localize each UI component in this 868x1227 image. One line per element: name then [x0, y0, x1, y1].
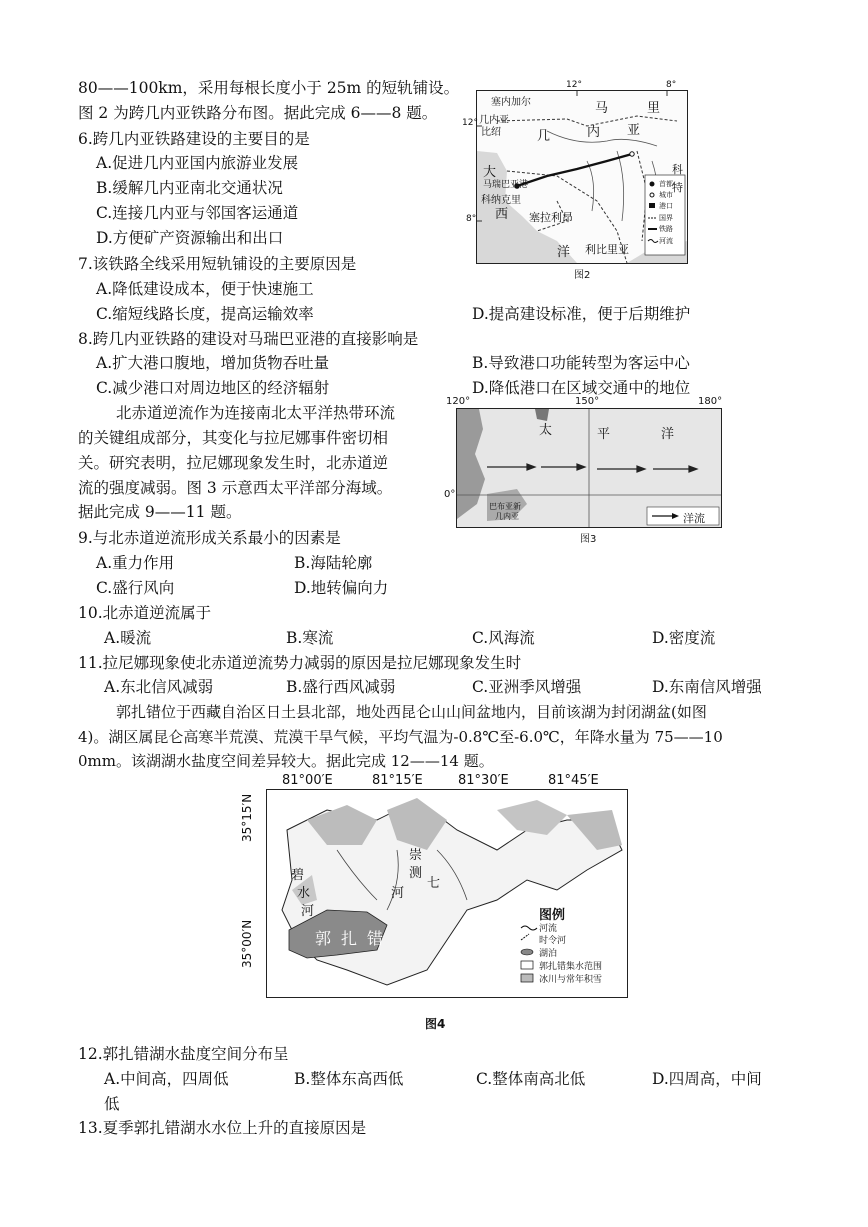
intro-line: 据此完成 9——11 题。 — [78, 503, 242, 521]
question-option: B.海陆轮廓 — [294, 554, 373, 572]
map-label: 七 — [427, 876, 441, 891]
lon-label: 81°00′E — [282, 773, 333, 788]
question-stem: 11.拉尼娜现象使北赤道逆流势力减弱的原因是拉尼娜现象发生时 — [78, 654, 522, 672]
question-option: B.盛行西风减弱 — [286, 678, 396, 696]
question-option: C.亚洲季风增强 — [472, 678, 582, 696]
question-option: C.缩短线路长度，提高运输效率 — [96, 305, 314, 323]
map-label: 比绍 — [481, 127, 501, 138]
figure-4-map — [266, 789, 628, 998]
legend-label: 河流 — [659, 237, 673, 245]
question-stem: 12.郭扎错湖水盐度空间分布呈 — [78, 1045, 289, 1063]
map-label: 几 — [537, 129, 551, 144]
map-label: 河 — [301, 904, 315, 919]
intro-line: 4)。湖区属昆仑高寒半荒漠、荒漠干旱气候，平均气温为-0.8℃至-6.0℃，年降水量为 75——10 — [78, 728, 723, 746]
question-option: C.连接几内亚与邻国客运通道 — [96, 204, 299, 222]
lon-label: 81°15′E — [372, 773, 423, 788]
legend-title: 图例 — [539, 908, 566, 923]
question-option: D.地转偏向力 — [294, 579, 389, 597]
lat-label: 12° — [462, 118, 478, 128]
map-label: 水 — [297, 886, 311, 901]
question-option: B.寒流 — [286, 629, 334, 647]
question-option: B.缓解几内亚南北交通状况 — [96, 179, 283, 197]
lake-label: 错 — [367, 929, 384, 948]
map-label: 太 — [539, 423, 553, 438]
map-label: 特 — [672, 181, 683, 194]
map-label: 巴布亚新 — [489, 502, 521, 511]
map-label: 平 — [597, 427, 611, 442]
question-stem: 6.跨几内亚铁路建设的主要目的是 — [78, 130, 310, 148]
legend-label: 港口 — [659, 202, 673, 210]
map-label: 测 — [409, 866, 423, 881]
figure-3-map — [456, 408, 722, 528]
intro-line: 80——100km，采用每根长度小于 25m 的短轨铺设。 — [78, 79, 460, 97]
lon-label: 81°30′E — [458, 773, 509, 788]
intro-line: 的关键组成部分，其变化与拉尼娜事件密切相 — [78, 429, 389, 447]
question-option: A.降低建设成本，便于快速施工 — [96, 280, 314, 298]
question-option: C.盛行风向 — [96, 579, 175, 597]
question-option: C.整体南高北低 — [476, 1070, 586, 1088]
intro-line: 0mm。该湖湖水盐度空间差异较大。据此完成 12——14 题。 — [78, 752, 494, 770]
map-label: 洋 — [661, 427, 675, 442]
question-option: D.四周高，中间 — [652, 1070, 762, 1088]
question-option: A.扩大港口腹地，增加货物吞吐量 — [96, 354, 330, 372]
map-label: 几内亚 — [479, 115, 509, 126]
figure-caption: 图2 — [574, 270, 591, 281]
question-option: D.方便矿产资源输出和出口 — [96, 229, 284, 247]
map-label: 崇 — [409, 848, 423, 863]
legend-label: 首都 — [659, 180, 673, 188]
map-label: 马 — [595, 101, 609, 116]
legend-label: 洋流 — [683, 512, 705, 525]
map-label: 河 — [391, 886, 405, 901]
lat-label: 35°00′N — [240, 919, 254, 968]
lon-label: 81°45′E — [548, 773, 599, 788]
question-stem: 10.北赤道逆流属于 — [78, 604, 212, 622]
question-stem: 13.夏季郭扎错湖水水位上升的直接原因是 — [78, 1119, 367, 1137]
lat-label: 0° — [444, 489, 456, 500]
figure-2-map — [476, 90, 688, 264]
lake-label: 郭 — [315, 929, 332, 948]
question-stem: 7.该铁路全线采用短轨铺设的主要原因是 — [78, 255, 357, 273]
question-option: D.密度流 — [652, 629, 716, 647]
question-option: A.重力作用 — [96, 554, 175, 572]
map-label: 亚 — [627, 123, 641, 138]
lon-label: 150° — [575, 396, 600, 407]
map-label: 利比里亚 — [585, 243, 629, 256]
lon-label: 8° — [666, 80, 677, 90]
lon-label: 12° — [566, 80, 582, 90]
map-label: 科纳克里 — [481, 195, 521, 206]
legend-label: 湖泊 — [539, 949, 558, 959]
question-stem: 8.跨几内亚铁路的建设对马瑞巴亚港的直接影响是 — [78, 330, 419, 348]
question-option: A.暖流 — [104, 629, 152, 647]
legend-label: 时令河 — [539, 936, 567, 946]
question-option: B.整体东高西低 — [294, 1070, 404, 1088]
question-option: C.减少港口对周边地区的经济辐射 — [96, 379, 330, 397]
intro-line: 关。研究表明，拉尼娜现象发生时，北赤道逆 — [78, 454, 389, 472]
lake-label: 扎 — [341, 929, 358, 948]
legend-label: 河流 — [539, 924, 558, 934]
map-label: 西 — [495, 207, 509, 222]
map-label: 里 — [647, 101, 661, 116]
figure-caption: 图3 — [580, 534, 597, 545]
lat-label: 35°15′N — [240, 793, 254, 842]
question-option: D.提高建设标准，便于后期维护 — [472, 305, 691, 323]
map-label: 塞内加尔 — [491, 97, 531, 108]
map-label: 几内亚 — [495, 512, 519, 521]
question-option: C.风海流 — [472, 629, 535, 647]
intro-line: 北赤道逆流作为连接南北太平洋热带环流 — [116, 404, 396, 422]
question-option: A.东北信风减弱 — [104, 678, 214, 696]
legend-label: 城市 — [659, 191, 673, 199]
map-label: 碧 — [291, 868, 305, 883]
lon-label: 180° — [698, 396, 723, 407]
lon-label: 120° — [446, 396, 471, 407]
question-option: D.东南信风增强 — [652, 678, 762, 696]
intro-line: 流的强度减弱。图 3 示意西太平洋部分海域。 — [78, 479, 393, 497]
map-label: 洋 — [557, 245, 571, 260]
question-stem: 9.与北赤道逆流形成关系最小的因素是 — [78, 529, 341, 547]
question-option-wrap: 低 — [104, 1095, 120, 1113]
legend-label: 冰川与常年积雪 — [539, 975, 603, 985]
map-label: 大 — [483, 165, 497, 180]
figure-caption: 图4 — [425, 1017, 446, 1031]
question-option: D.降低港口在区域交通中的地位 — [472, 379, 691, 397]
intro-line: 郭扎错位于西藏自治区日土县北部，地处西昆仑山山间盆地内，目前该湖为封闭湖盆(如图 — [116, 703, 707, 721]
map-label: 马瑞巴亚港 — [483, 180, 529, 190]
question-option: B.导致港口功能转型为客运中心 — [472, 354, 690, 372]
legend-label: 郭扎错集水范围 — [539, 962, 603, 972]
legend-label: 国界 — [659, 214, 673, 222]
question-option: A.促进几内亚国内旅游业发展 — [96, 154, 299, 172]
map-label: 科 — [672, 163, 683, 176]
lat-label: 8° — [466, 214, 477, 224]
intro-line: 图 2 为跨几内亚铁路分布图。据此完成 6——8 题。 — [78, 104, 438, 122]
question-option: A.中间高，四周低 — [104, 1070, 229, 1088]
map-label: 塞拉利昂 — [529, 211, 573, 224]
legend-label: 铁路 — [659, 225, 673, 233]
map-label: 内 — [587, 125, 601, 140]
